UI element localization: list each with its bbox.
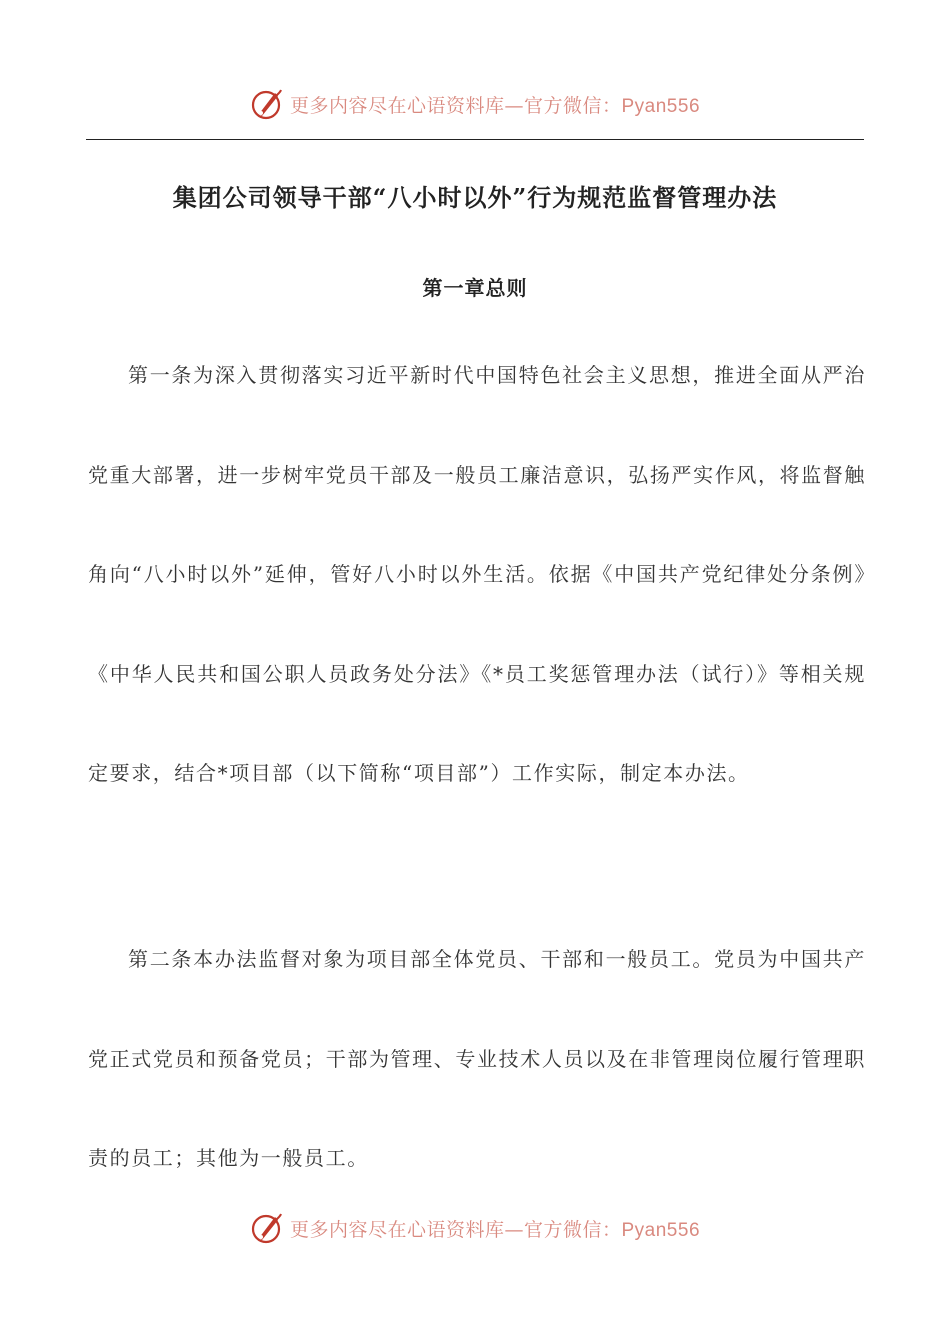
watermark-wechat-id: Pyan556 [621, 95, 701, 117]
article-2: 第二条本办法监督对象为项目部全体党员、干部和一般员工。党员为中国共产党正式党员和预备党员；干部为管理、专业技术人员以及在非管理岗位履行管理职责的员工；其他为一般员工。 [88, 947, 866, 1171]
chapter-title: 第一章总则 [422, 276, 528, 300]
quill-logo-icon [250, 1211, 284, 1245]
article-1: 第一条为深入贯彻落实习近平新时代中国特色社会主义思想，推进全面从严治党重大部署，进一步树牢党员干部及一般员工廉洁意识，弘扬严实作风，将监督触角向“八小时以外”延伸，管好八小时以外生活。依据《中国共产党纪律处分条例》《中华人民共和国公职人员政务处分法》《*员工奖惩管理办法（试行）》等相关规定要求，结合*项目部（以下简称“项目部”）工作实际，制定本办法。 [88, 363, 866, 786]
watermark-text [290, 1215, 700, 1242]
watermark-text [290, 91, 700, 118]
quill-logo-icon [250, 87, 284, 121]
watermark-wechat-id: Pyan556 [621, 1219, 701, 1241]
header-divider [86, 139, 864, 140]
watermark-banner-top [0, 84, 950, 124]
watermark-slogan: 更多内容尽在心语资料库—官方微信： [289, 94, 622, 117]
watermark-slogan: 更多内容尽在心语资料库—官方微信： [289, 1218, 622, 1241]
watermark-banner-bottom [0, 1208, 950, 1248]
document-title: 集团公司领导干部“八小时以外”行为规范监督管理办法 [172, 183, 778, 212]
